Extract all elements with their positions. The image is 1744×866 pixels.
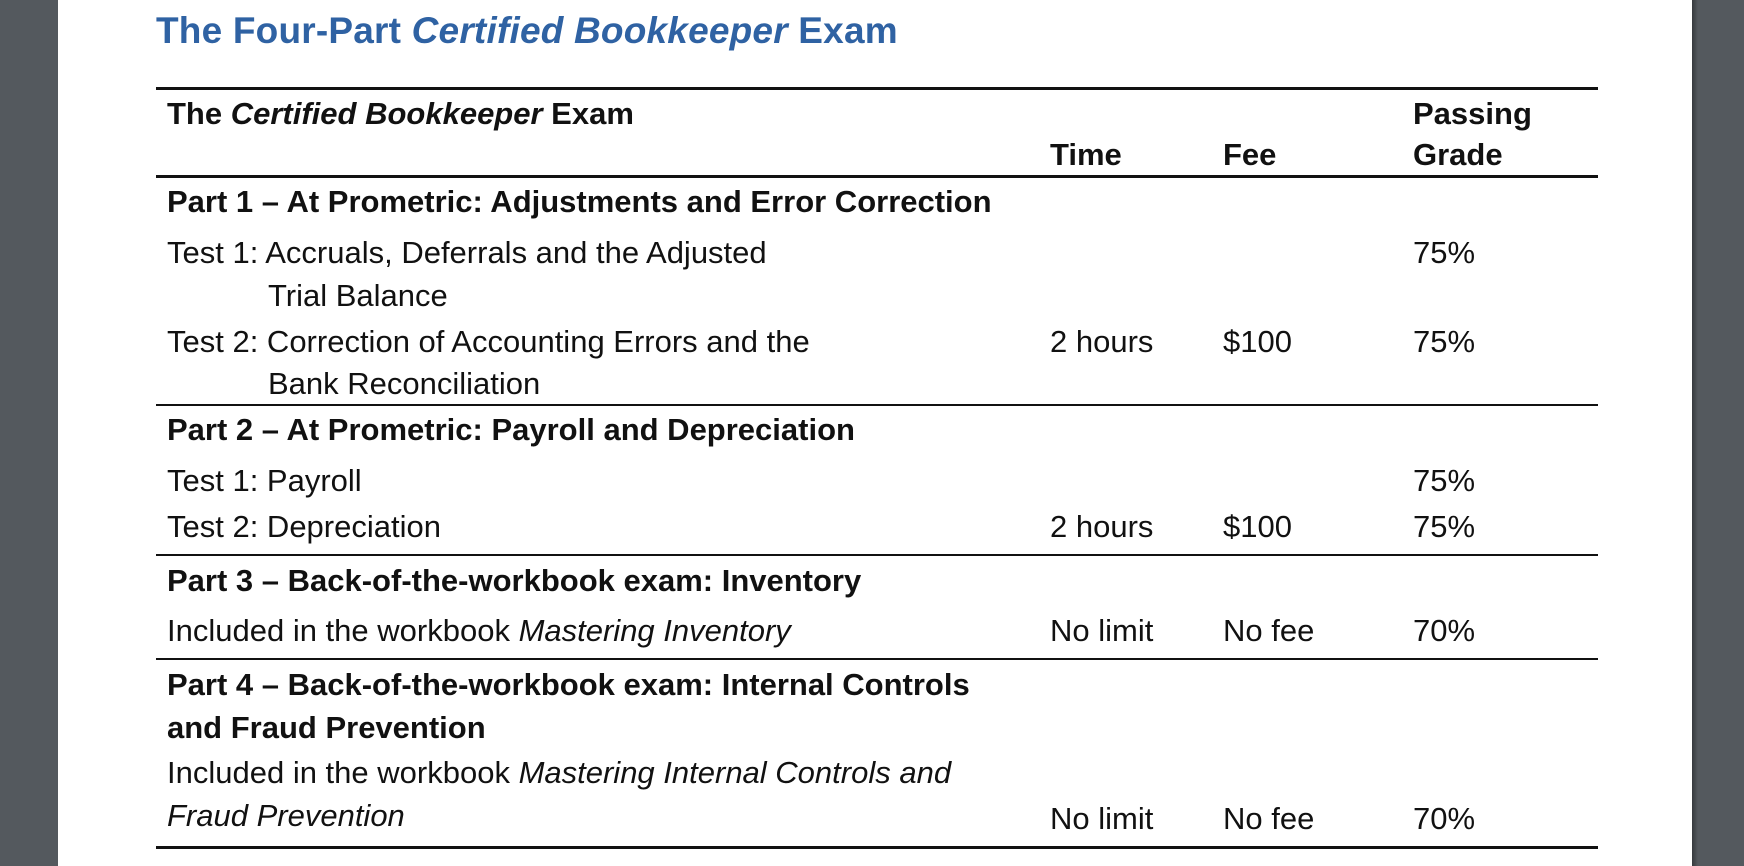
test-label: Test 2: Depreciation [167, 509, 441, 544]
test-label-continued: Trial Balance [268, 278, 448, 313]
test-label: Test 1: Accruals, Deferrals and the Adjusted [167, 235, 767, 270]
part-divider [156, 554, 1598, 556]
passing-grade: 75% [1413, 235, 1476, 270]
passing-grade: 70% [1413, 801, 1476, 836]
column-header-fee: Fee [1223, 137, 1277, 172]
table-bottom-rule [156, 846, 1598, 849]
time-value: No limit [1050, 801, 1154, 836]
fee-value: $100 [1223, 509, 1292, 544]
page-shadow [1692, 0, 1698, 866]
test-label: Test 1: Payroll [167, 463, 362, 498]
table-top-rule [156, 87, 1598, 90]
passing-grade: 70% [1413, 613, 1476, 648]
column-header-time: Time [1050, 137, 1122, 172]
fee-value: No fee [1223, 613, 1315, 648]
test-label: Included in the workbook Mastering Inventory [167, 613, 791, 648]
part-heading: Part 3 – Back-of-the-workbook exam: Inventory [167, 563, 862, 598]
passing-grade: 75% [1413, 463, 1476, 498]
column-header-passing-line2: Grade [1413, 137, 1503, 172]
test-label: Test 2: Correction of Accounting Errors and the [167, 324, 810, 359]
part-divider [156, 658, 1598, 660]
time-value: 2 hours [1050, 324, 1154, 359]
header-bottom-rule [156, 175, 1598, 178]
part-heading: Part 1 – At Prometric: Adjustments and Error Correction [167, 184, 992, 219]
part-heading-continued: and Fraud Prevention [167, 710, 486, 745]
passing-grade: 75% [1413, 324, 1476, 359]
time-value: No limit [1050, 613, 1154, 648]
test-label-continued: Bank Reconciliation [268, 366, 541, 401]
document-title: The Four-Part Certified Bookkeeper Exam [156, 10, 898, 51]
passing-grade: 75% [1413, 509, 1476, 544]
part-heading: Part 2 – At Prometric: Payroll and Depreciation [167, 412, 855, 447]
part-heading: Part 4 – Back-of-the-workbook exam: Internal Controls [167, 667, 970, 702]
column-header-passing-line1: Passing [1413, 96, 1532, 131]
fee-value: $100 [1223, 324, 1292, 359]
test-label: Included in the workbook Mastering Internal Controls and [167, 755, 952, 790]
time-value: 2 hours [1050, 509, 1154, 544]
test-label-continued: Fraud Prevention [167, 798, 405, 833]
column-header-exam: The Certified Bookkeeper Exam [167, 96, 634, 131]
fee-value: No fee [1223, 801, 1315, 836]
